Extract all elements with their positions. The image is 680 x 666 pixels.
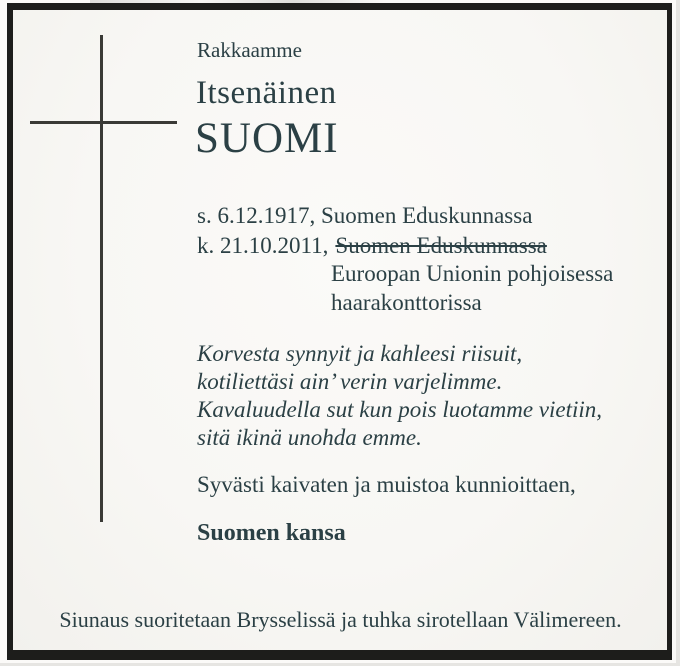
poem-line: Korvesta synnyit ja kahleesi riisuit, <box>197 341 523 366</box>
cross-vertical-bar <box>100 35 103 522</box>
struck-death-place: Suomen Eduskunnassa <box>335 233 547 258</box>
signature-text: Suomen kansa <box>197 520 346 546</box>
closing-line: Syvästi kaivaten ja muistoa kunnioittaen, <box>197 472 576 497</box>
notice-frame <box>7 3 672 660</box>
deceased-name-line2: SUOMI <box>195 115 339 162</box>
poem-line: kotiliettäsi ain’ verin varjelimme. <box>197 369 503 394</box>
scan-edge-right <box>676 0 680 666</box>
cross-horizontal-bar <box>30 121 177 124</box>
poem-line: Kavaluudella sut kun pois luotamme vietiin, <box>197 397 603 422</box>
poem-line: sitä ikinä unohda emme. <box>197 425 422 450</box>
eyebrow-text: Rakkaamme <box>197 38 302 62</box>
birth-date-line: s. 6.12.1917, Suomen Eduskunnassa <box>197 203 533 228</box>
death-date-line <box>197 233 552 259</box>
death-place-line1: Euroopan Unionin pohjoisessa <box>331 261 614 286</box>
memorial-poem <box>197 340 602 452</box>
deceased-name-line1: Itsenäinen <box>196 75 337 111</box>
death-date-prefix: k. 21.10.2011, <box>197 233 329 258</box>
footer-line: Siunaus suoritetaan Brysselissä ja tuhka sirotellaan Välimereen. <box>59 607 622 632</box>
death-place-line2: haarakonttorissa <box>331 290 482 315</box>
